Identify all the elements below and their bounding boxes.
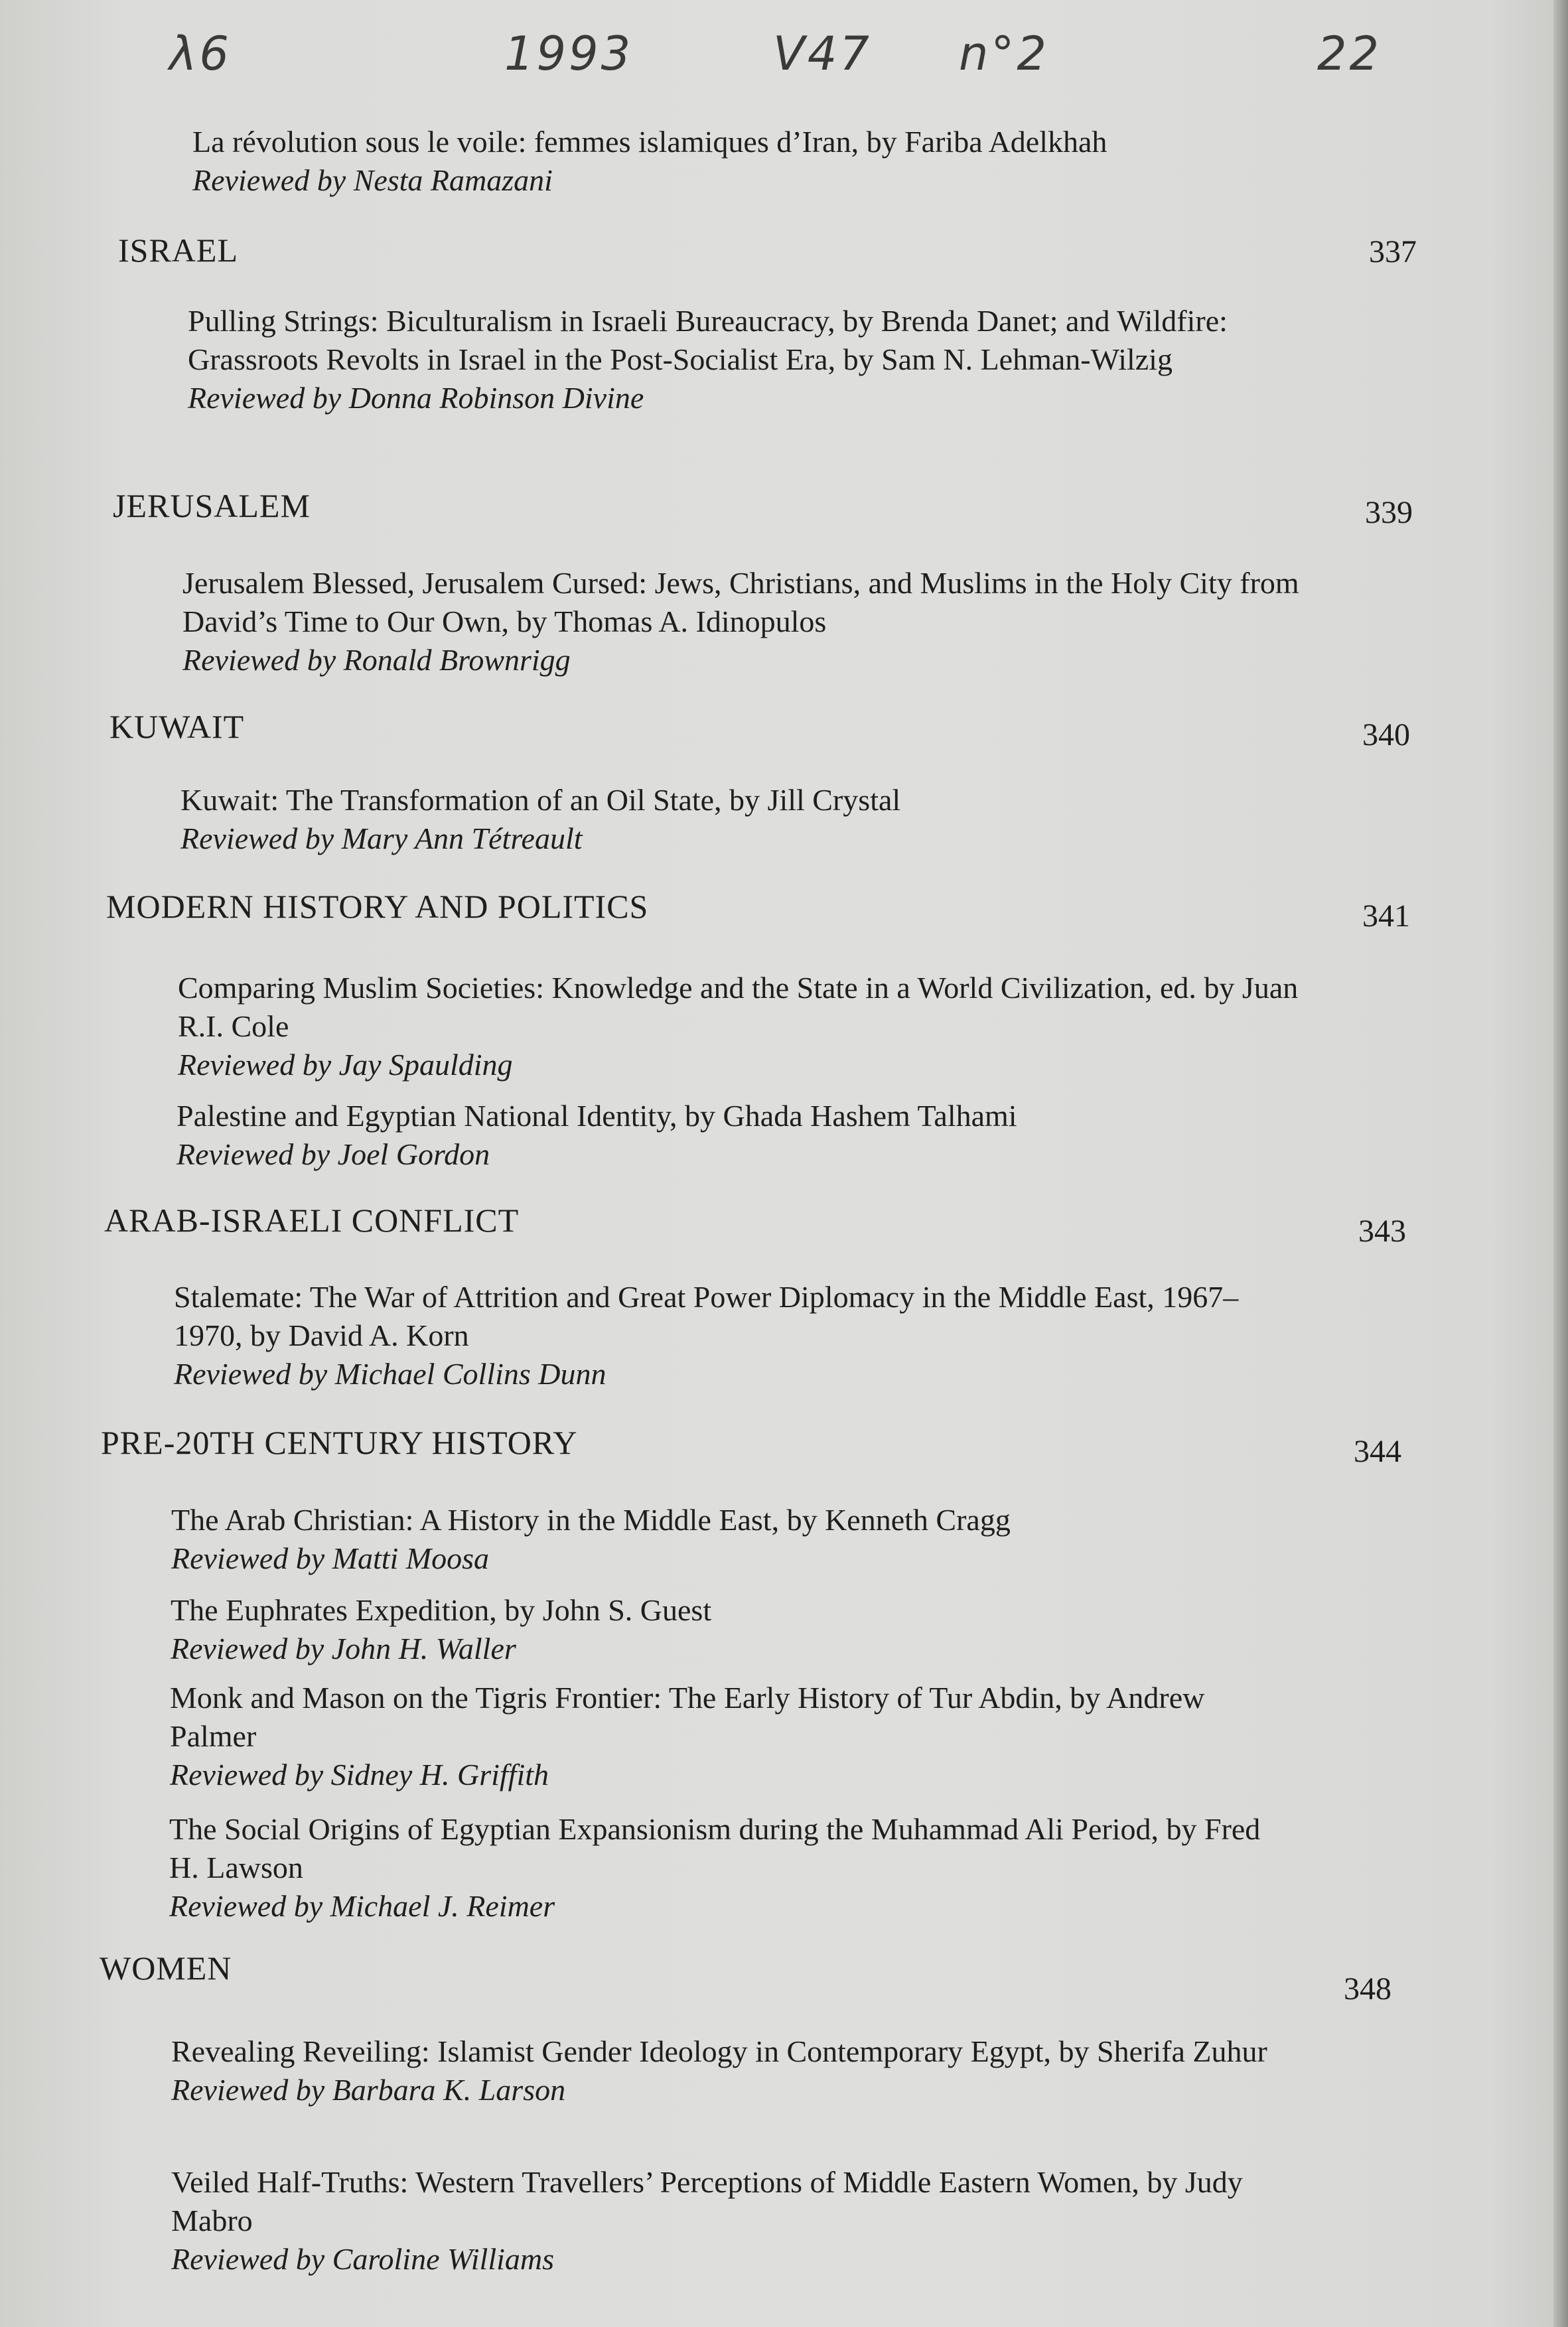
entry <box>170 1679 1298 1794</box>
entry-title: Jerusalem Blessed, Jerusalem Cursed: Jews, Christians, and Muslims in the Holy City from David’s Time to Our Own, by Thomas A. Idinopulos <box>182 566 1299 638</box>
entry-reviewer: Reviewed by Barbara K. Larson <box>171 2073 566 2107</box>
entry-title: The Social Origins of Egyptian Expansionism during the Muhammad Ali Period, by Fred H. Lawson <box>169 1812 1261 1884</box>
entry-reviewer: Reviewed by Nesta Ramazani <box>192 163 553 197</box>
entry-title: Stalemate: The War of Attrition and Great Power Diplomacy in the Middle East, 1967–1970, by David A. Korn <box>174 1280 1239 1352</box>
section-heading-modern-history: MODERN HISTORY AND POLITICS <box>106 888 649 925</box>
entry <box>174 1278 1302 1393</box>
entry-reviewer: Reviewed by Donna Robinson Divine <box>188 381 644 415</box>
marginalia-year: 1993 <box>504 27 634 81</box>
entry <box>188 302 1316 417</box>
entry <box>171 2163 1299 2279</box>
section-heading-israel: ISRAEL <box>118 232 238 269</box>
entry-title: La révolution sous le voile: femmes islamiques d’Iran, by Fariba Adelkhah <box>192 125 1107 159</box>
entry <box>182 564 1311 679</box>
section-heading-jerusalem: JERUSALEM <box>113 487 311 524</box>
page-number: 339 <box>1365 495 1413 530</box>
section-heading-women: WOMEN <box>100 1949 232 1987</box>
entry <box>177 1097 1305 1174</box>
entry-reviewer: Reviewed by John H. Waller <box>171 1632 516 1665</box>
entry <box>178 969 1306 1084</box>
entry <box>171 1501 1299 1578</box>
entry-reviewer: Reviewed by Mary Ann Tétreault <box>180 821 583 855</box>
entry-title: Veiled Half-Truths: Western Travellers’ Perceptions of Middle Eastern Women, by Judy Mabro <box>171 2165 1243 2237</box>
page-number: 337 <box>1369 234 1417 269</box>
entry <box>171 1591 1299 1668</box>
marginalia-count: 22 <box>1317 27 1382 81</box>
entry-reviewer: Reviewed by Ronald Brownrigg <box>182 643 571 677</box>
entry-top <box>192 123 1320 200</box>
entry-title: Palestine and Egyptian National Identity, by Ghada Hashem Talhami <box>177 1099 1017 1133</box>
entry <box>180 781 1309 858</box>
page-number: 348 <box>1344 1971 1391 2007</box>
entry-title: The Arab Christian: A History in the Middle East, by Kenneth Cragg <box>171 1503 1011 1537</box>
entry-reviewer: Reviewed by Caroline Williams <box>171 2242 555 2276</box>
section-heading-kuwait: KUWAIT <box>109 708 245 745</box>
entry-reviewer: Reviewed by Michael J. Reimer <box>169 1889 555 1923</box>
entry-title: The Euphrates Expedition, by John S. Guest <box>171 1593 712 1627</box>
page-number: 340 <box>1362 717 1410 752</box>
marginalia-volume: V47 <box>773 27 872 81</box>
entry-title: Monk and Mason on the Tigris Frontier: The Early History of Tur Abdin, by Andrew Palmer <box>170 1681 1205 1753</box>
section-heading-pre-20th-century: PRE-20TH CENTURY HISTORY <box>101 1424 578 1461</box>
entry-reviewer: Reviewed by Jay Spaulding <box>178 1048 513 1082</box>
entry-title: Pulling Strings: Biculturalism in Israeli Bureaucracy, by Brenda Danet; and Wildfire: Grassroots Revolts in Israel in the Post-Socialist Era, by Sam N. Lehman-Wilzig <box>188 304 1228 376</box>
marginalia-number: n°2 <box>959 27 1049 81</box>
section-heading-arab-israeli-conflict: ARAB-ISRAELI CONFLICT <box>104 1202 520 1239</box>
entry <box>169 1810 1297 1926</box>
entry-title: Kuwait: The Transformation of an Oil State, by Jill Crystal <box>180 783 901 817</box>
entry-reviewer: Reviewed by Michael Collins Dunn <box>174 1357 606 1391</box>
page-number: 343 <box>1358 1214 1406 1249</box>
entry-reviewer: Reviewed by Matti Moosa <box>171 1541 490 1575</box>
marginalia-volume-code: λ6 <box>169 27 232 81</box>
entry-reviewer: Reviewed by Sidney H. Griffith <box>170 1758 549 1792</box>
entry-title: Comparing Muslim Societies: Knowledge and the State in a World Civilization, ed. by Juan R.I. Cole <box>178 971 1299 1043</box>
entry <box>171 2032 1299 2109</box>
entry-title: Revealing Reveiling: Islamist Gender Ideology in Contemporary Egypt, by Sherifa Zuhur <box>171 2034 1267 2068</box>
page-edge <box>1553 0 1568 2327</box>
page-number: 344 <box>1354 1434 1401 1469</box>
entry-reviewer: Reviewed by Joel Gordon <box>177 1137 490 1171</box>
page-number: 341 <box>1362 898 1410 934</box>
